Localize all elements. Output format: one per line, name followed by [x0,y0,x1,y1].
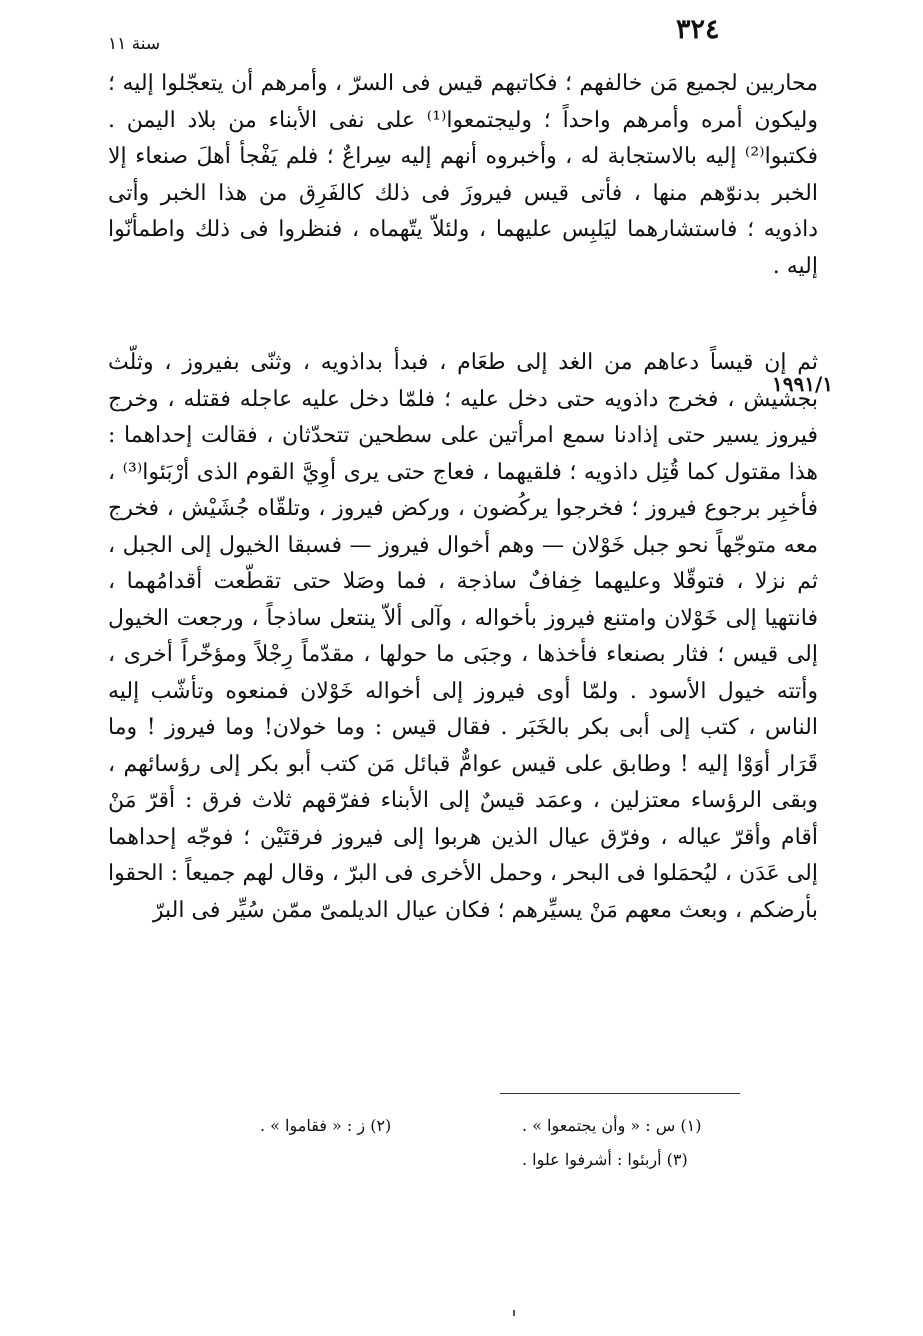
footnote-2: (٢) ز : « فقاموا » . [260,1116,392,1135]
margin-reference: ١٩٩١/١ [772,372,834,396]
footnote-1: (١) س : « وأن يجتمعوا » . [522,1116,702,1135]
page-number: ٣٢٤ [676,14,720,45]
scan-mark [513,1310,515,1316]
footnote-divider [500,1093,740,1094]
footnote-3: (٣) أربئوا : أشرفوا علوا . [522,1150,688,1169]
year-label: سنة ١١ [108,34,161,54]
paragraph-2: ثم إن قيساً دعاهم من الغد إلى طعَام ، فبدأ بداذويه ، وثنّى بفيروز ، وثلّث بجشيش ، فخرج داذويه حتى دخل عليه ؛ فلمّا دخل عليه عاجله فقتله ، وخرج فيروز يسير حتى إذادنا سمع امرأتين على سطحين تتحدّثان ، فقالت إحداهما : هذا مقتول كما قُتِل داذويه ؛ فلقيهما ، فعاج حتى يرى أوِيَّ القوم الذى أرْبَئوا⁽³⁾ ، فأخبِر برجوع فيروز ؛ فخرجوا يركُضون ، وركض فيروز ، وتلقّاه جُشَيْش ، فخرج معه متوجّهاً نحو جبل خَوْلان — وهم أخوال فيروز — فسبقا الخيول إلى الجبل ، ثم نزلا ، فتوقّلا وعليهما خِفافٌ ساذجة ، فما وصَلا حتى تقطّعت أقدامُهما ، فانتهيا إلى خَوْلان وامتنع فيروز بأخواله ، وآلى ألاّ ينتعل ساذجاً ، ورجعت الخيول إلى قيس ؛ فثار بصنعاء فأخذها ، وجبَى ما حولها ، مقدّماً رِجْلاً ومؤخّراً أخرى ، وأتته خيول الأسود . ولمّا أوى فيروز إلى أخواله خَوْلان فمنعوه وتأشّب إليه الناس ، كتب إلى أبى بكر بالخَبَر . فقال قيس : وما خولان! وما فيروز ! وما قَرَار أوَوْا إليه ! وطابق على قيس عوامٌّ قبائل مَن كتب أبو بكر إلى رؤسائهم ، وبقى الرؤساء معتزلين ، وعمَد قيسٌ إلى الأبناء ففرّقهم ثلاث فرق : أقرّ مَنْ أقام وأقرّ عياله ، وفرّق عيال الذين هربوا إلى فيروز فرقتَيْن ؛ فوجّه إحداهما إلى عَدَن ، ليُحمَلوا فى البحر ، وحمل الأخرى فى البرّ ، وقال لهم جميعاً : الحقوا بأرضكم ، وبعث معهم مَنْ يسيِّرهم ؛ فكان عيال الديلمىّ ممّن سُيِّر فى البرّ [108,350,818,923]
paragraph-1: محاربين لجميع مَن خالفهم ؛ فكاتبهم قيس فى السرّ ، وأمرهم أن يتعجّلوا إليه ؛ وليكون أمره وأمرهم واحداً ؛ وليجتمعوا⁽¹⁾ على نفى الأبناء من بلاد اليمن . فكتبوا⁽²⁾ إليه بالاستجابة له ، وأخبروه أنهم إليه سِراعٌ ؛ فلم يَفْجأ أهلَ صنعاء إلا الخبر بدنوّهم منها ، فأتى قيس فيروزَ فى ذلك كالفَرِق من هذا الخبر وأتى داذويه ؛ فاستشارهما ليَلبِس عليهما ، ولئلاّ يتّهماه ، فنظروا فى ذلك واطمأنّوا إليه . [108,71,819,279]
